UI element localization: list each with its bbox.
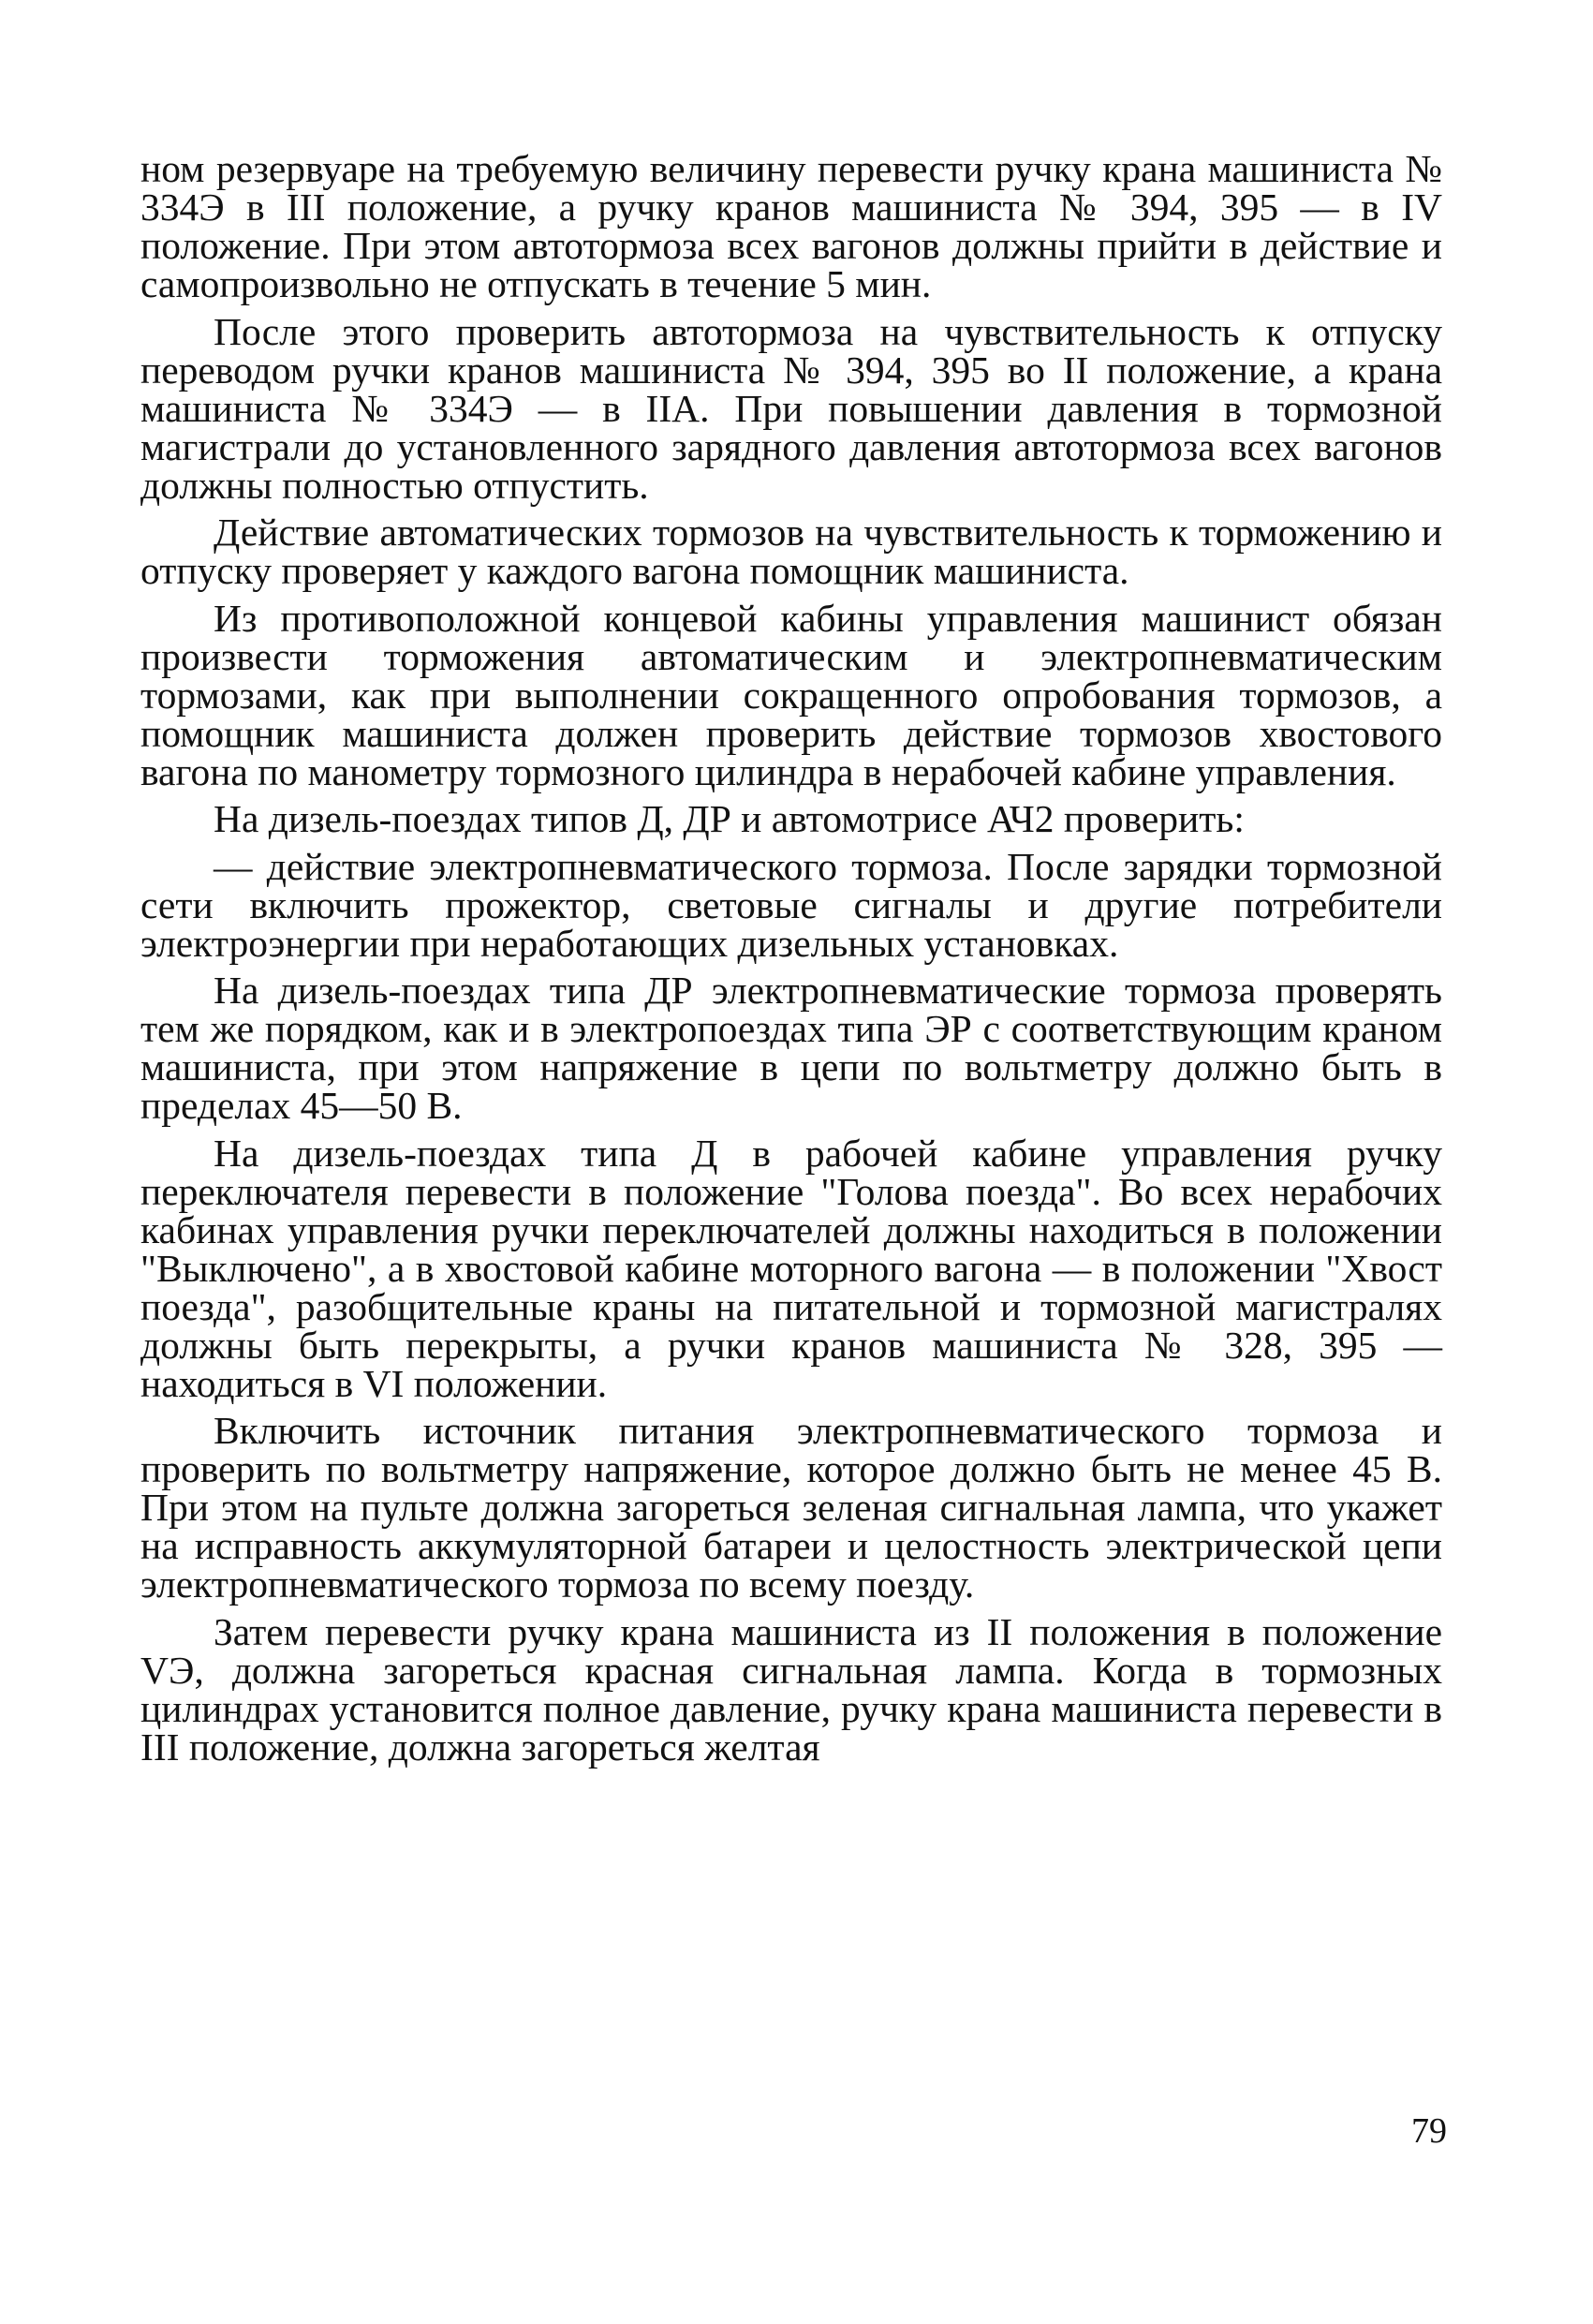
paragraph-1: ном резервуаре на требуемую величину перевести ручку крана машиниста № 334Э в III положение, а ручку кранов машиниста № 394, 395 — в IV положение. При этом автотормоза всех вагонов должны прийти в действие и самопроизвольно не отпускать в течение 5 мин. [140, 147, 1442, 305]
paragraph-4: Из противоположной концевой кабины управления машинист обязан произвести торможения автоматическим и электропневматическим тормозами, как при выполнении сокращенного опробования тормозов, а помощник машиниста должен проверить действие тормозов хвостового вагона по манометру тормозного цилиндра в нерабочей кабине управления. [140, 596, 1442, 793]
paragraph-6: — действие электропневматического тормоза. После зарядки тормозной сети включить прожектор, световые сигналы и другие потребители электроэнергии при неработающих дизельных установках. [140, 844, 1442, 965]
paragraph-3: Действие автоматических тормозов на чувствительность к торможению и отпуску проверяет у каждого вагона помощник машиниста. [140, 511, 1442, 592]
paragraph-2: После этого проверить автотормоза на чувствительность к отпуску переводом ручки кранов машиниста № 394, 395 во II положение, а крана машиниста № 334Э — в IIА. При повышении давления в тормозной магистрали до установленного зарядного давления автотормоза всех вагонов должны полностью отпустить. [140, 309, 1442, 507]
paragraph-10: Затем перевести ручку крана машиниста из II положения в положение VЭ, должна загореться красная сигнальная лампа. Когда в тормозных цилиндрах установится полное давление, ручку крана машиниста перевести в III положение, должна загореться желтая [140, 1609, 1442, 1769]
paragraph-8: На дизель-поездах типа Д в рабочей кабине управления ручку переключателя перевести в положение "Голова поезда". Во всех нерабочих кабинах управления ручки переключателей должны находиться в положении "Выключено", а в хвостовой кабине моторного вагона — в положении "Хвост поезда", разобщительные краны на питательной и тормозной магистралях должны быть перекрыты, а ручки кранов машиниста № 328, 395 — находиться в VI положении. [140, 1131, 1442, 1405]
paragraph-5: На дизель-поездах типов Д, ДР и автомотрисе АЧ2 проверить: [214, 797, 1245, 840]
paragraph-9: Включить источник питания электропневматического тормоза и проверить по вольтметру напряжение, которое должно быть не менее 45 В. При этом на пульте должна загореться зеленая сигнальная лампа, что укажет на исправность аккумуляторной батареи и целостность электрической цепи электропневматического тормоза по всему поезду. [140, 1409, 1442, 1606]
paragraph-7: На дизель-поездах типа ДР электропневматические тормоза проверять тем же порядком, как и в электропоездах типа ЭР с соответствующим краном машиниста, при этом напряжение в цепи по вольтметру должно быть в пределах 45—50 В. [140, 969, 1442, 1127]
body-text [140, 147, 1442, 1775]
page-number: 79 [1411, 2111, 1447, 2151]
